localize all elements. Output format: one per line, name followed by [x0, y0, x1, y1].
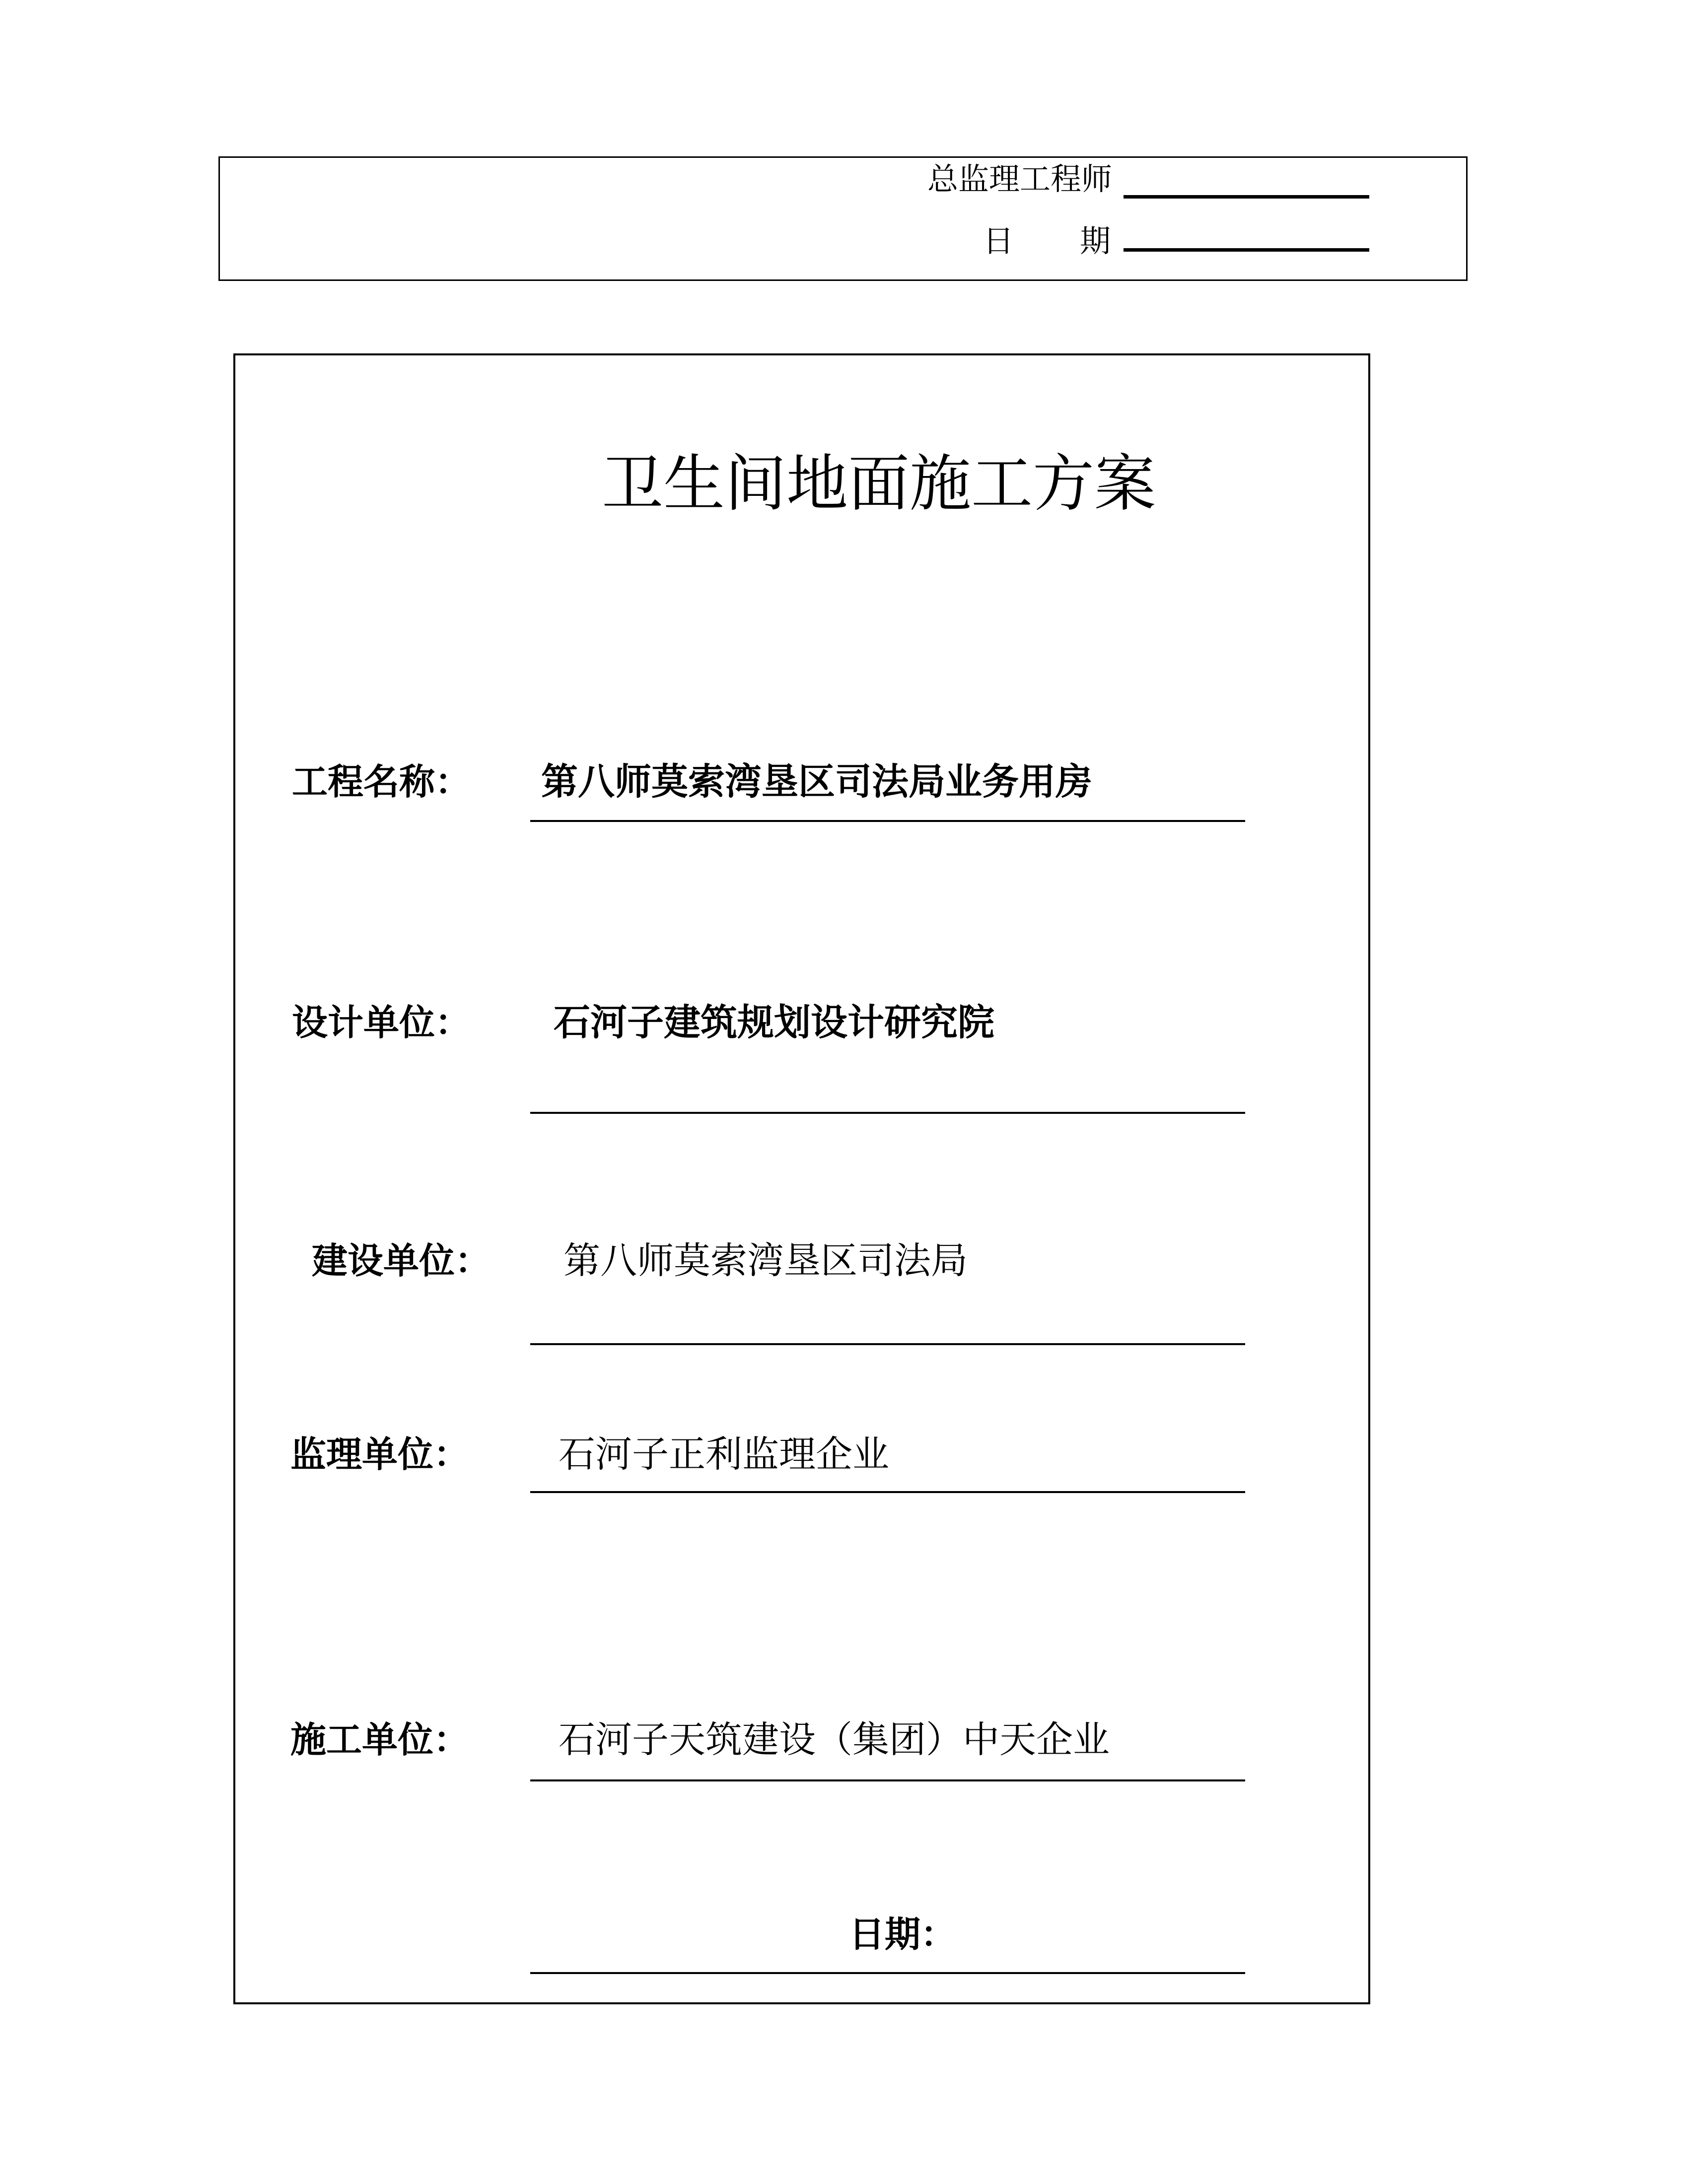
contractor-unit-underline — [530, 1779, 1245, 1781]
project-name-value: 第八师莫索湾垦区司法局业务用房 — [541, 760, 1092, 803]
supervision-unit-value: 石河子正利监理企业 — [559, 1433, 889, 1476]
contractor-unit-label: 施工单位： — [290, 1718, 470, 1761]
design-unit-underline — [530, 1112, 1245, 1114]
project-name-label: 工程名称： — [292, 760, 471, 803]
chief-engineer-signature-line[interactable] — [1124, 195, 1369, 199]
approval-date-line[interactable] — [1124, 248, 1369, 252]
design-unit-label: 设计单位： — [292, 1001, 471, 1043]
approval-date-label-char-1: 日 — [983, 223, 1014, 259]
cover-date-underline[interactable] — [530, 1972, 1245, 1974]
approval-date-label-char-2: 期 — [1080, 223, 1111, 259]
design-unit-value: 石河子建筑规划设计研究院 — [554, 1001, 994, 1044]
cover-date-label: 日期： — [849, 1913, 957, 1955]
owner-unit-value: 第八师莫索湾垦区司法局 — [563, 1239, 968, 1282]
document-title: 卫生间地面施工方案 — [601, 448, 1156, 520]
chief-engineer-label: 总监理工程师 — [927, 161, 1113, 197]
owner-unit-underline — [530, 1343, 1245, 1345]
approval-box — [218, 156, 1468, 281]
project-name-underline — [530, 820, 1245, 822]
supervision-unit-label: 监理单位： — [290, 1433, 470, 1475]
owner-unit-label: 建设单位： — [312, 1239, 491, 1282]
supervision-unit-underline — [530, 1491, 1245, 1493]
contractor-unit-value: 石河子天筑建设（集团）中天企业 — [559, 1718, 1110, 1761]
